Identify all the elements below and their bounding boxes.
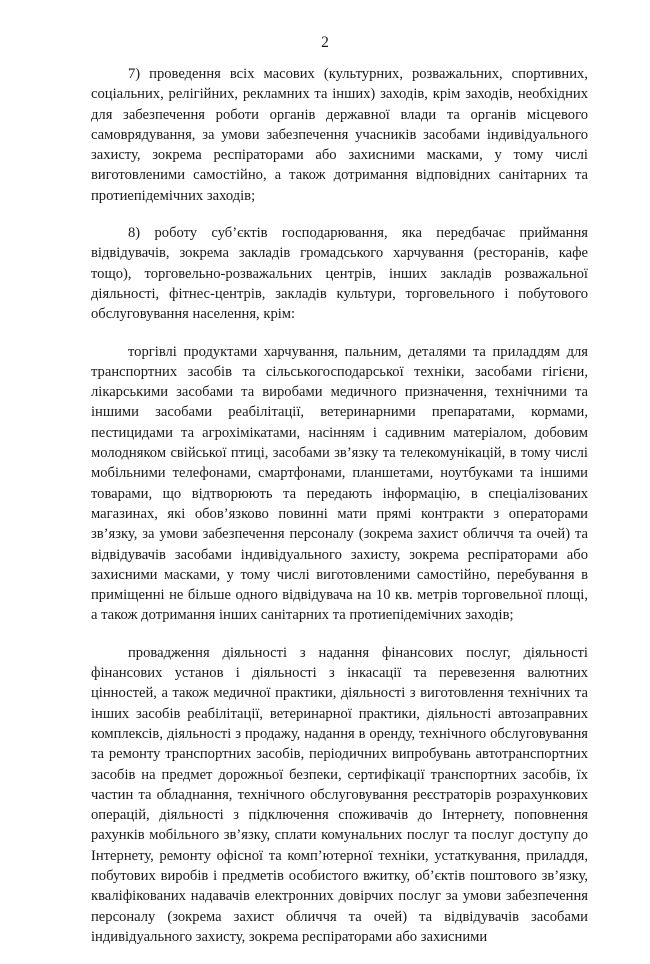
document-body: [91, 64, 588, 964]
paragraph-services-exception: провадження діяльності з надання фінансових послуг, діяльності фінансових установ і діяльності з інкасації та перевезення валютних цінностей, а також медичної практики, діяльності з виготовлення технічних та інших засобів реабілітації, ветеринарної практики, діяльності автозаправних комплексів, діяльності з продажу, надання в оренду, технічного обслуговування та ремонту транспортних засобів, періодичних випробувань автотранспортних засобів на предмет дорожньої безпеки, сертифікації транспортних засобів, їх частин та обладнання, технічного обслуговування реєстраторів розрахункових операцій, діяльності з підключення споживачів до Інтернету, поповнення рахунків мобільного зв’язку, сплати комунальних послуг та послуг доступу до Інтернету, ремонту офісної та комп’ютерної техніки, устаткування, приладдя, побутових виробів і предметів особистого вжитку, об’єктів поштового зв’язку, кваліфікованих надавачів електронних довірчих послуг за умови забезпечення персоналу (зокрема захист обличчя та очей) та відвідувачів засобами індивідуального захисту, зокрема респіраторами або захисними: [91, 644, 588, 945]
paragraph-item-8: 8) роботу суб’єктів господарювання, яка передбачає приймання відвідувачів, зокрема закладів громадського харчування (ресторанів, кафе тощо), торговельно-розважальних центрів, інших закладів розважальної діяльності, фітнес-центрів, закладів культури, торговельного і побутового обслуговування населення, крім:: [91, 225, 588, 323]
paragraph-item-7: 7) проведення всіх масових (культурних, розважальних, спортивних, соціальних, релігійних, рекламних та інших) заходів, крім заходів, необхідних для забезпечення роботи органів державної влади та органів місцевого самоврядування, за умови забезпечення учасників засобами індивідуального захисту, зокрема респіраторами або захисними масками, у тому числі виготовленими самостійно, а також дотримання відповідних санітарних та протиепідемічних заходів;: [91, 66, 588, 204]
page-number: 2: [321, 34, 329, 51]
paragraph-trade-exception: торгівлі продуктами харчування, пальним, деталями та приладдям для транспортних засобів та сільськогосподарської техніки, засобами гігієни, лікарськими засобами та виробами медичного призначення, технічними та іншими засобами реабілітації, ветеринарними препаратами, кормами, пестицидами та агрохімікатами, насінням і садивним матеріалом, добовим молодняком свійської птиці, засобами зв’язку та телекомунікацій, в тому числі мобільними телефонами, смартфонами, планшетами, ноутбуками та іншими товарами, що відтворюють та передають інформацію, в спеціалізованих магазинах, які обов’язково повинні мати прямі контракти з операторами зв’язку, за умови забезпечення персоналу (зокрема захист обличчя та очей) та відвідувачів засобами індивідуального захисту, зокрема респіраторами або захисними масками, у тому числі виготовленими самостійно, перебування в приміщенні не більше одного відвідувача на 10 кв. метрів торговельної площі, а також дотримання інших санітарних та протиепідемічних заходів;: [91, 343, 588, 624]
